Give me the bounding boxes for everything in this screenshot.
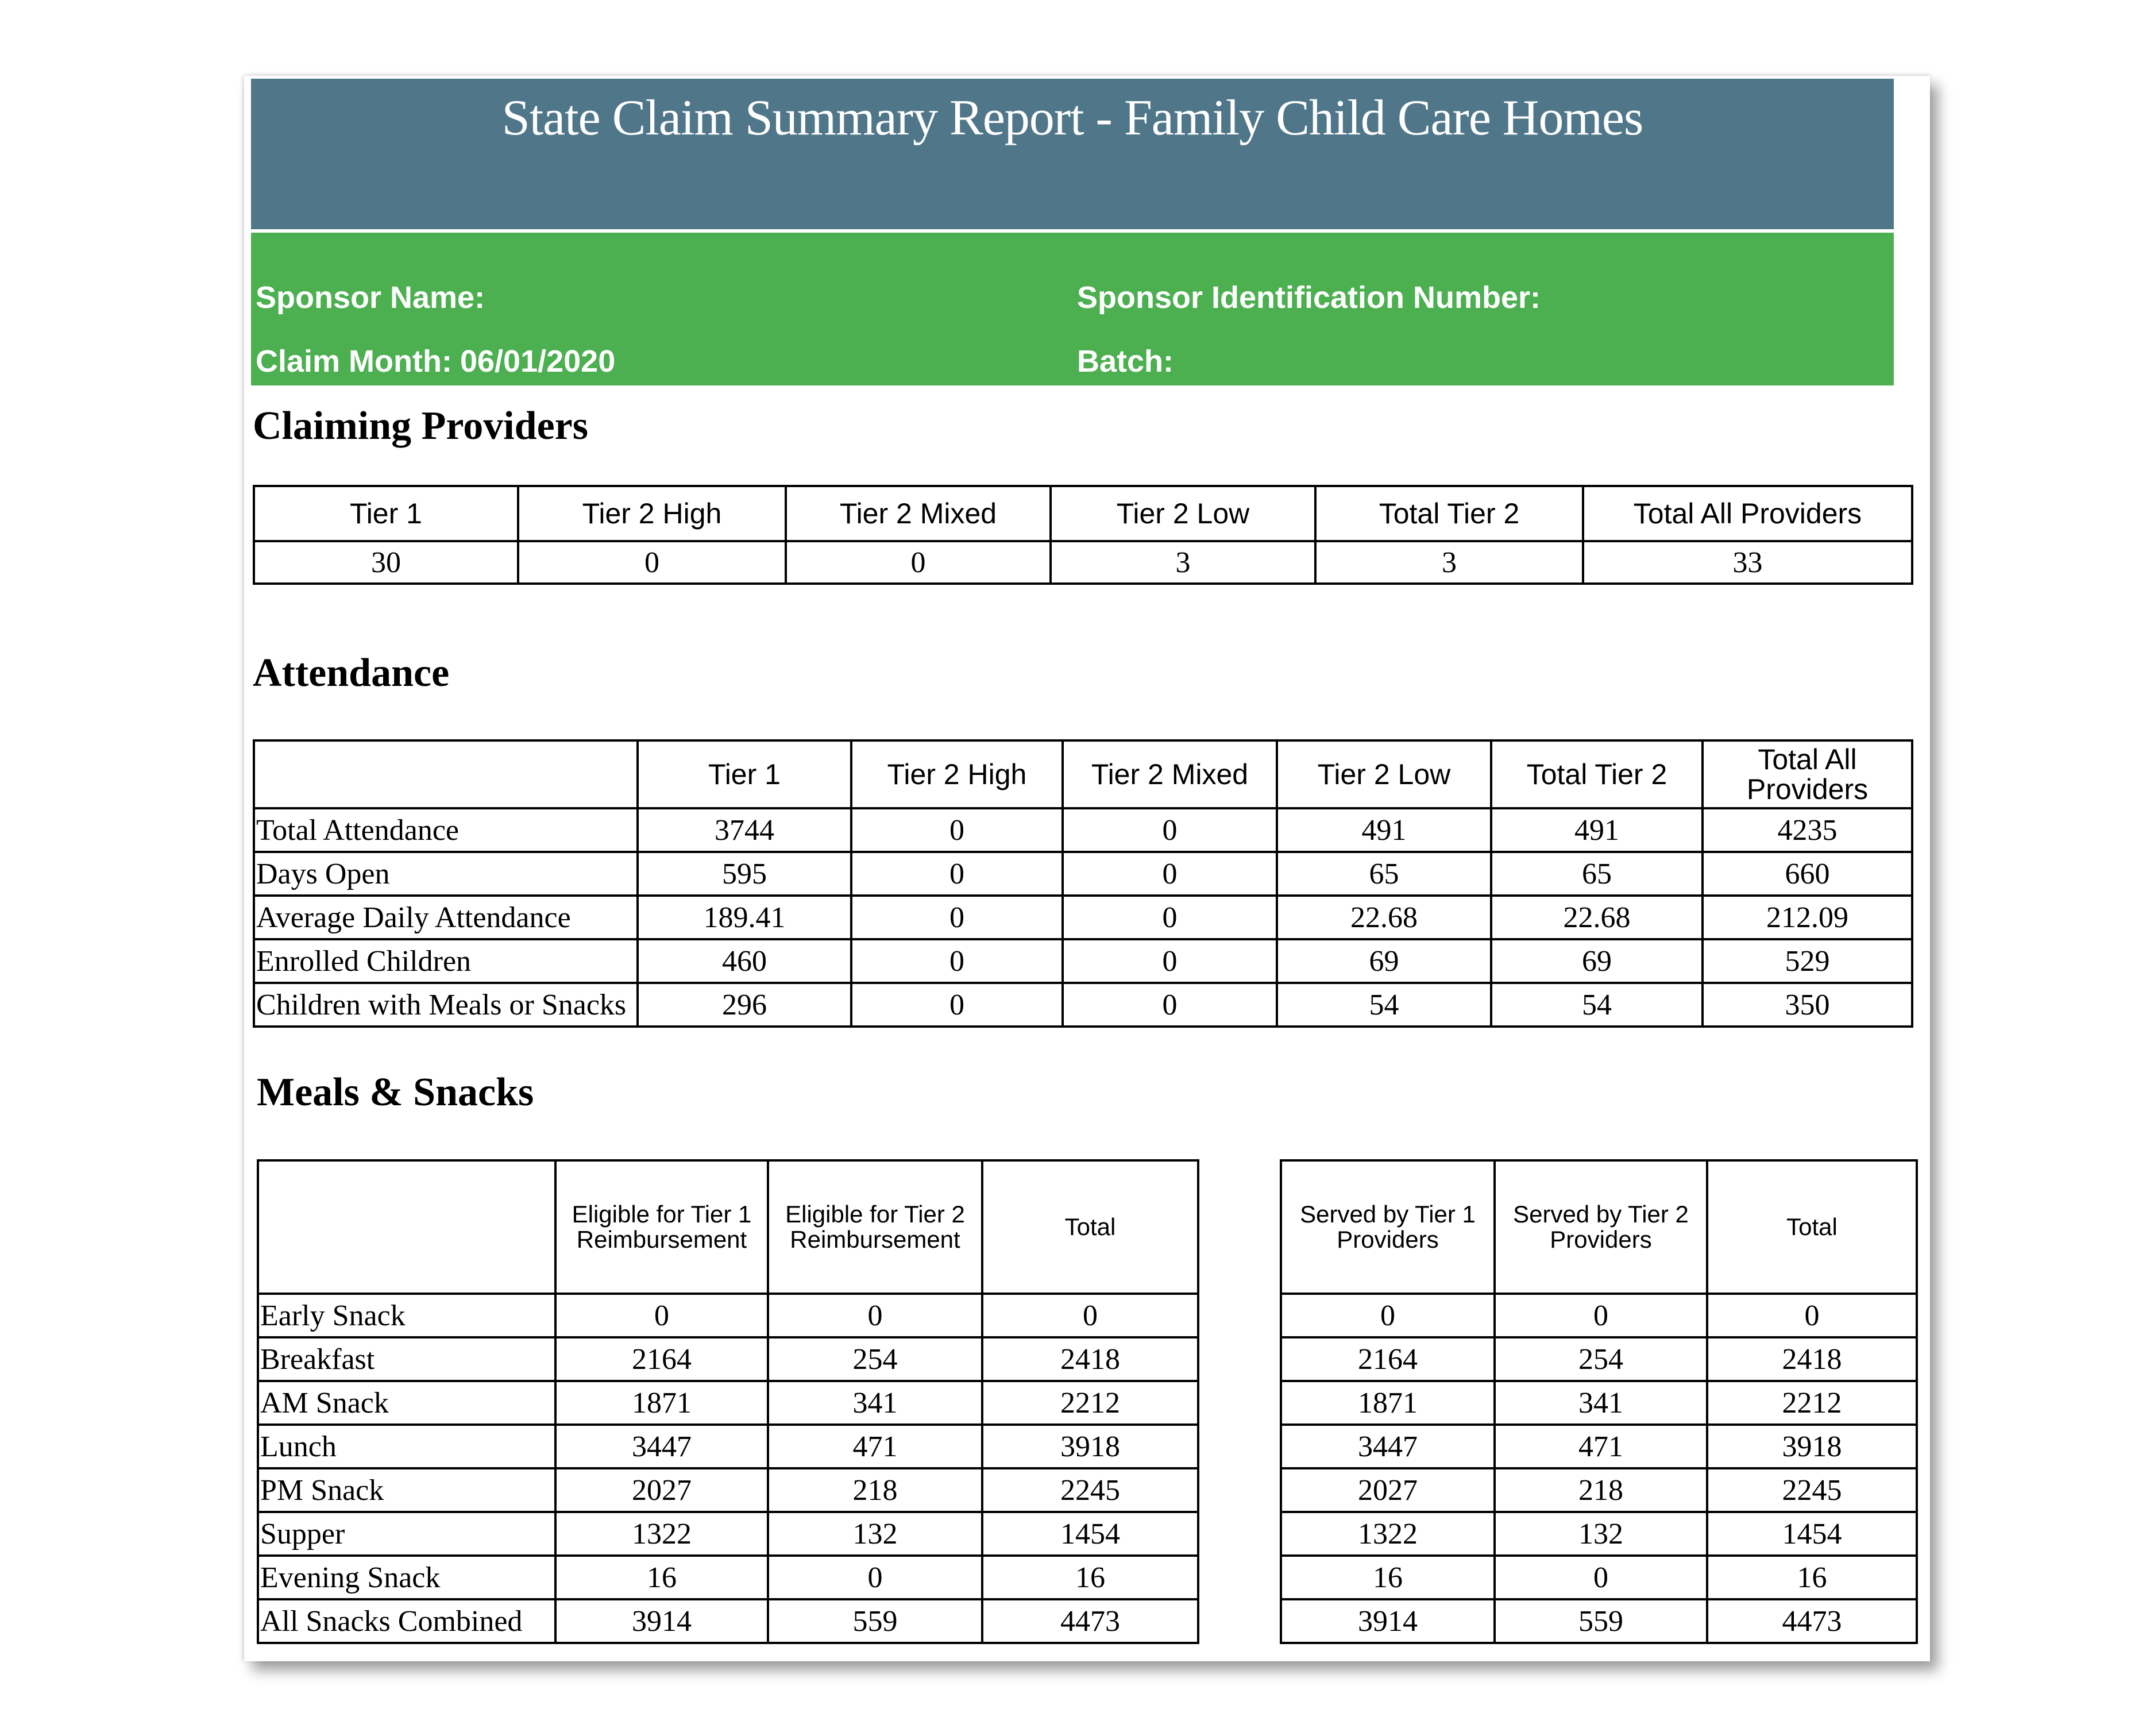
row-label: Evening Snack bbox=[258, 1556, 555, 1599]
column-header: Served by Tier 1 Providers bbox=[1281, 1160, 1495, 1294]
table-cell: 0 bbox=[851, 852, 1063, 896]
table-cell: 16 bbox=[982, 1556, 1198, 1599]
report-title: State Claim Summary Report - Family Child Care Homes bbox=[501, 90, 1643, 146]
table-row bbox=[254, 939, 1912, 983]
table-cell: 595 bbox=[638, 852, 851, 896]
table-cell: 1454 bbox=[1707, 1512, 1917, 1556]
table-cell: 132 bbox=[1495, 1512, 1707, 1556]
row-label: Early Snack bbox=[258, 1294, 555, 1337]
table-row bbox=[1281, 1337, 1917, 1381]
table-cell: 2418 bbox=[1707, 1337, 1917, 1381]
table-cell: 491 bbox=[1491, 808, 1703, 852]
table-header-row bbox=[254, 486, 1912, 541]
meals-served-table bbox=[1280, 1159, 1918, 1644]
table-cell: 559 bbox=[1495, 1599, 1707, 1643]
table-row bbox=[254, 983, 1912, 1027]
table-cell: 2245 bbox=[1707, 1468, 1917, 1512]
batch bbox=[1077, 344, 1182, 379]
table-cell: 254 bbox=[768, 1337, 982, 1381]
table-cell: 471 bbox=[1495, 1425, 1707, 1468]
meals-snacks-heading: Meals & Snacks bbox=[257, 1070, 534, 1114]
sponsor-name-label: Sponsor Name: bbox=[256, 280, 485, 315]
table-row bbox=[254, 852, 1912, 896]
table-row bbox=[258, 1556, 1198, 1599]
report-page bbox=[244, 76, 1930, 1661]
column-header: Total bbox=[982, 1160, 1198, 1294]
table-cell: 3447 bbox=[555, 1425, 768, 1468]
table-cell: 1871 bbox=[1281, 1381, 1495, 1425]
table-cell: 189.41 bbox=[638, 896, 851, 939]
column-header: Total All Providers bbox=[1703, 740, 1912, 808]
table-cell: 660 bbox=[1703, 852, 1912, 896]
table-cell: 16 bbox=[1707, 1556, 1917, 1599]
table-cell: 0 bbox=[851, 983, 1063, 1027]
table-cell: 0 bbox=[1707, 1294, 1917, 1337]
table-cell: 0 bbox=[555, 1294, 768, 1337]
table-header-row bbox=[254, 740, 1912, 808]
batch-label: Batch: bbox=[1077, 344, 1174, 379]
table-cell: 69 bbox=[1491, 939, 1703, 983]
table-cell: 16 bbox=[1281, 1556, 1495, 1599]
table-row bbox=[1281, 1599, 1917, 1643]
table-row bbox=[258, 1294, 1198, 1337]
table-cell: 0 bbox=[768, 1294, 982, 1337]
attendance-heading: Attendance bbox=[253, 651, 450, 695]
table-cell: 0 bbox=[1281, 1294, 1495, 1337]
table-cell: 2027 bbox=[1281, 1468, 1495, 1512]
table-cell: 22.68 bbox=[1277, 896, 1491, 939]
table-cell: 132 bbox=[768, 1512, 982, 1556]
table-row bbox=[258, 1425, 1198, 1468]
table-cell: 2245 bbox=[982, 1468, 1198, 1512]
table-row bbox=[258, 1512, 1198, 1556]
table-row bbox=[1281, 1512, 1917, 1556]
table-row bbox=[258, 1381, 1198, 1425]
table-cell: 0 bbox=[851, 939, 1063, 983]
table-row bbox=[1281, 1294, 1917, 1337]
claiming-providers-heading: Claiming Providers bbox=[253, 404, 588, 448]
table-cell: 254 bbox=[1495, 1337, 1707, 1381]
sponsor-id bbox=[1077, 280, 1549, 315]
table-cell: 3 bbox=[1051, 541, 1315, 584]
table-cell: 1322 bbox=[555, 1512, 768, 1556]
row-label: Lunch bbox=[258, 1425, 555, 1468]
table-row bbox=[254, 808, 1912, 852]
row-label: Breakfast bbox=[258, 1337, 555, 1381]
table-cell: 0 bbox=[1063, 808, 1277, 852]
table-cell: 30 bbox=[254, 541, 518, 584]
table-cell: 0 bbox=[851, 896, 1063, 939]
table-cell: 4473 bbox=[982, 1599, 1198, 1643]
row-label: Supper bbox=[258, 1512, 555, 1556]
column-header: Tier 2 Mixed bbox=[786, 486, 1051, 541]
table-cell: 471 bbox=[768, 1425, 982, 1468]
table-cell: 529 bbox=[1703, 939, 1912, 983]
table-cell: 54 bbox=[1277, 983, 1491, 1027]
row-label: PM Snack bbox=[258, 1468, 555, 1512]
table-cell: 54 bbox=[1491, 983, 1703, 1027]
column-header bbox=[254, 740, 638, 808]
column-header: Tier 2 High bbox=[851, 740, 1063, 808]
table-cell: 0 bbox=[1495, 1556, 1707, 1599]
table-cell: 0 bbox=[786, 541, 1051, 584]
table-cell: 3 bbox=[1315, 541, 1583, 584]
column-header: Tier 2 Low bbox=[1051, 486, 1315, 541]
table-cell: 4235 bbox=[1703, 808, 1912, 852]
table-cell: 0 bbox=[982, 1294, 1198, 1337]
table-row bbox=[254, 541, 1912, 584]
table-row bbox=[258, 1599, 1198, 1643]
row-label: Total Attendance bbox=[254, 808, 638, 852]
table-cell: 0 bbox=[1063, 852, 1277, 896]
table-cell: 212.09 bbox=[1703, 896, 1912, 939]
column-header: Eligible for Tier 2 Reimbursement bbox=[768, 1160, 982, 1294]
table-cell: 491 bbox=[1277, 808, 1491, 852]
row-label: Children with Meals or Snacks bbox=[254, 983, 638, 1027]
table-cell: 460 bbox=[638, 939, 851, 983]
table-cell: 65 bbox=[1277, 852, 1491, 896]
table-cell: 16 bbox=[555, 1556, 768, 1599]
table-cell: 350 bbox=[1703, 983, 1912, 1027]
column-header: Total All Providers bbox=[1583, 486, 1912, 541]
table-header-row bbox=[1281, 1160, 1917, 1294]
column-header: Eligible for Tier 1 Reimbursement bbox=[555, 1160, 768, 1294]
table-cell: 341 bbox=[768, 1381, 982, 1425]
column-header: Total bbox=[1707, 1160, 1917, 1294]
table-cell: 3447 bbox=[1281, 1425, 1495, 1468]
table-row bbox=[1281, 1381, 1917, 1425]
row-label: Enrolled Children bbox=[254, 939, 638, 983]
table-cell: 218 bbox=[1495, 1468, 1707, 1512]
table-cell: 22.68 bbox=[1491, 896, 1703, 939]
sponsor-id-label: Sponsor Identification Number: bbox=[1077, 280, 1541, 315]
row-label: All Snacks Combined bbox=[258, 1599, 555, 1643]
column-header: Tier 2 High bbox=[518, 486, 786, 541]
table-cell: 3744 bbox=[638, 808, 851, 852]
sponsor-info-banner bbox=[251, 233, 1894, 385]
table-cell: 218 bbox=[768, 1468, 982, 1512]
table-row bbox=[258, 1337, 1198, 1381]
row-label: Days Open bbox=[254, 852, 638, 896]
table-cell: 0 bbox=[1063, 983, 1277, 1027]
table-cell: 3914 bbox=[1281, 1599, 1495, 1643]
table-cell: 2212 bbox=[1707, 1381, 1917, 1425]
attendance-table bbox=[253, 739, 1913, 1028]
table-cell: 69 bbox=[1277, 939, 1491, 983]
table-cell: 0 bbox=[1063, 896, 1277, 939]
table-cell: 3918 bbox=[1707, 1425, 1917, 1468]
claim-month-value: 06/01/2020 bbox=[460, 344, 616, 379]
table-cell: 1871 bbox=[555, 1381, 768, 1425]
table-cell: 33 bbox=[1583, 541, 1912, 584]
table-row bbox=[1281, 1556, 1917, 1599]
column-header: Served by Tier 2 Providers bbox=[1495, 1160, 1707, 1294]
claim-month bbox=[256, 344, 615, 379]
table-cell: 2212 bbox=[982, 1381, 1198, 1425]
table-cell: 0 bbox=[1495, 1294, 1707, 1337]
meals-eligible-table bbox=[257, 1159, 1199, 1644]
sponsor-name bbox=[256, 280, 493, 315]
row-label: AM Snack bbox=[258, 1381, 555, 1425]
table-cell: 0 bbox=[851, 808, 1063, 852]
table-cell: 0 bbox=[1063, 939, 1277, 983]
column-header: Tier 1 bbox=[254, 486, 518, 541]
table-header-row bbox=[258, 1160, 1198, 1294]
title-banner bbox=[251, 79, 1894, 229]
table-row bbox=[1281, 1468, 1917, 1512]
claim-month-label: Claim Month: bbox=[256, 344, 452, 379]
column-header: Tier 1 bbox=[638, 740, 851, 808]
table-cell: 2418 bbox=[982, 1337, 1198, 1381]
table-row bbox=[254, 896, 1912, 939]
table-cell: 296 bbox=[638, 983, 851, 1027]
column-header: Tier 2 Low bbox=[1277, 740, 1491, 808]
table-row bbox=[258, 1468, 1198, 1512]
table-cell: 65 bbox=[1491, 852, 1703, 896]
table-cell: 2164 bbox=[555, 1337, 768, 1381]
table-cell: 0 bbox=[518, 541, 786, 584]
table-cell: 3914 bbox=[555, 1599, 768, 1643]
table-cell: 1454 bbox=[982, 1512, 1198, 1556]
table-row bbox=[1281, 1425, 1917, 1468]
table-cell: 4473 bbox=[1707, 1599, 1917, 1643]
column-header: Total Tier 2 bbox=[1491, 740, 1703, 808]
table-cell: 1322 bbox=[1281, 1512, 1495, 1556]
table-cell: 3918 bbox=[982, 1425, 1198, 1468]
table-cell: 559 bbox=[768, 1599, 982, 1643]
column-header: Tier 2 Mixed bbox=[1063, 740, 1277, 808]
row-label: Average Daily Attendance bbox=[254, 896, 638, 939]
claiming-providers-table bbox=[253, 485, 1913, 585]
table-cell: 2027 bbox=[555, 1468, 768, 1512]
table-cell: 2164 bbox=[1281, 1337, 1495, 1381]
column-header bbox=[258, 1160, 555, 1294]
table-cell: 0 bbox=[768, 1556, 982, 1599]
table-cell: 341 bbox=[1495, 1381, 1707, 1425]
column-header: Total Tier 2 bbox=[1315, 486, 1583, 541]
